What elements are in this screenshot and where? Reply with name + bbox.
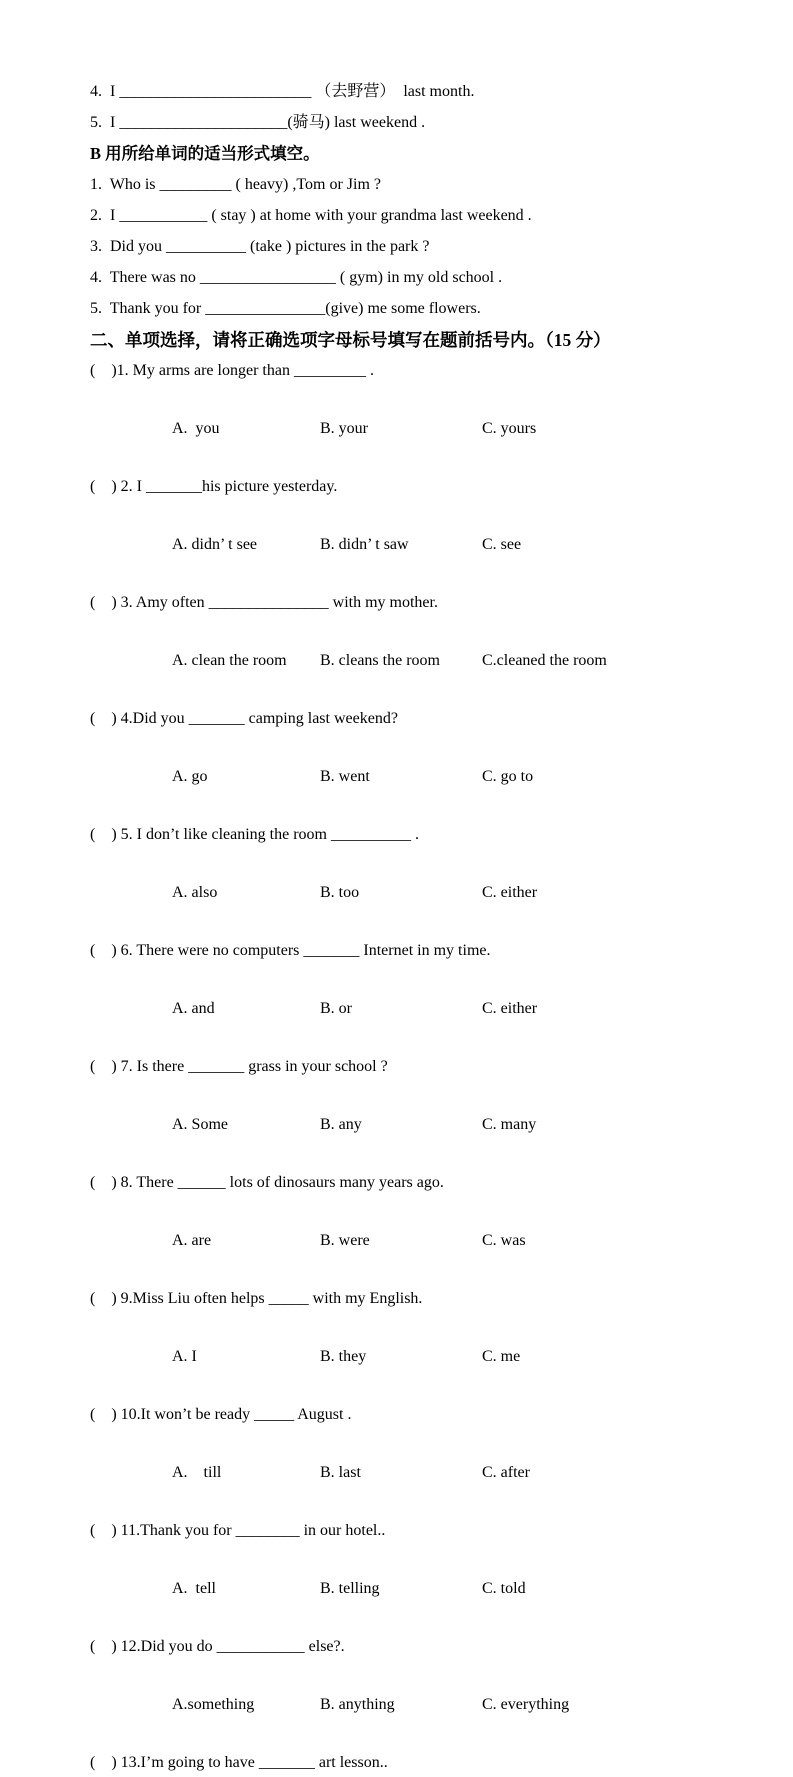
mc-options-row <box>90 965 733 1052</box>
mc-options-row <box>90 1081 733 1168</box>
mc-options-row <box>90 1545 733 1632</box>
mc-question <box>90 1632 733 1748</box>
option-c: C. either <box>482 884 538 901</box>
mc-question <box>90 1516 733 1632</box>
fill-in-blank-section <box>90 76 733 324</box>
mc-question-stem: ( ) 4.Did you _______ camping last weekend? <box>90 710 398 727</box>
option-c: C. after <box>482 1464 530 1481</box>
mc-question-stem: ( ) 9.Miss Liu often helps _____ with my English. <box>90 1290 423 1307</box>
option-b: B. cleans the room <box>320 652 440 669</box>
question-item: 3. Did you __________ (take ) pictures in the park ? <box>90 238 430 255</box>
mc-question-stem: ( )1. My arms are longer than _________ . <box>90 362 374 379</box>
option-a: A. you <box>172 420 220 437</box>
mc-question-stem: ( ) 11.Thank you for ________ in our hotel.. <box>90 1522 386 1539</box>
mc-options-row <box>90 1429 733 1516</box>
mc-question <box>90 1168 733 1284</box>
mc-question-stem: ( ) 2. I _______his picture yesterday. <box>90 478 338 495</box>
mc-question-stem: ( ) 7. Is there _______ grass in your school ? <box>90 1058 388 1075</box>
mc-options-row <box>90 385 733 472</box>
option-b: B. went <box>320 768 370 785</box>
question-item: 5. I _____________________(骑马) last weekend . <box>90 114 426 131</box>
mc-question <box>90 1748 733 1777</box>
question-item: 2. I ___________ ( stay ) at home with your grandma last weekend . <box>90 207 532 224</box>
mc-question-stem: ( ) 12.Did you do ___________ else?. <box>90 1638 345 1655</box>
option-c: C. go to <box>482 768 534 785</box>
option-a: A. tell <box>172 1580 216 1597</box>
mc-question <box>90 472 733 588</box>
option-c: C.cleaned the room <box>482 652 607 669</box>
mc-question-stem: ( ) 8. There ______ lots of dinosaurs many years ago. <box>90 1174 444 1191</box>
mc-question-stem: ( ) 3. Amy often _______________ with my mother. <box>90 594 438 611</box>
option-c: C. told <box>482 1580 526 1597</box>
question-item: 5. Thank you for _______________(give) me some flowers. <box>90 300 481 317</box>
option-b: B. didn’ t saw <box>320 536 409 553</box>
option-c: C. see <box>482 536 522 553</box>
option-c: C. me <box>482 1348 521 1365</box>
option-b: B. or <box>320 1000 352 1017</box>
mc-question <box>90 1052 733 1168</box>
option-a: A. till <box>172 1464 222 1481</box>
option-a: A. and <box>172 1000 215 1017</box>
option-b: B. any <box>320 1116 362 1133</box>
question-item: 4. There was no _________________ ( gym) in my old school . <box>90 269 503 286</box>
option-b: B. too <box>320 884 360 901</box>
mc-question <box>90 1284 733 1400</box>
question-item: 4. I ________________________ （去野营） last month. <box>90 83 475 100</box>
option-a: A. are <box>172 1232 212 1249</box>
option-a: A.something <box>172 1696 255 1713</box>
option-c: C. yours <box>482 420 537 437</box>
option-b: B. were <box>320 1232 370 1249</box>
mc-options-row <box>90 1197 733 1284</box>
mc-options-row <box>90 733 733 820</box>
section-two-heading: 二、单项选择，请将正确选项字母标号填写在题前括号内。（15 分） <box>90 330 611 350</box>
option-c: C. everything <box>482 1696 570 1713</box>
mc-options-row <box>90 1313 733 1400</box>
mc-question-stem: ( ) 5. I don’t like cleaning the room __________ . <box>90 826 419 843</box>
option-a: A. didn’ t see <box>172 536 258 553</box>
option-a: A. go <box>172 768 208 785</box>
option-a: A. I <box>172 1348 197 1365</box>
mc-question-stem: ( ) 13.I’m going to have _______ art lesson.. <box>90 1754 388 1771</box>
mc-question <box>90 588 733 704</box>
option-b: B. your <box>320 420 368 437</box>
mc-options-row <box>90 501 733 588</box>
mc-question <box>90 1400 733 1516</box>
section-b-heading: B 用所给单词的适当形式填空。 <box>90 144 320 163</box>
option-b: B. they <box>320 1348 367 1365</box>
option-a: A. also <box>172 884 218 901</box>
option-c: C. either <box>482 1000 538 1017</box>
question-item: 1. Who is _________ ( heavy) ,Tom or Jim ? <box>90 176 381 193</box>
option-b: B. last <box>320 1464 361 1481</box>
mc-options-row <box>90 849 733 936</box>
mc-options-row <box>90 617 733 704</box>
option-a: A. clean the room <box>172 652 287 669</box>
option-b: B. telling <box>320 1580 380 1597</box>
mc-options-row <box>90 1661 733 1748</box>
mc-question-stem: ( ) 6. There were no computers _______ Internet in my time. <box>90 942 491 959</box>
mc-question <box>90 820 733 936</box>
mc-question <box>90 936 733 1052</box>
option-c: C. was <box>482 1232 526 1249</box>
multiple-choice-section <box>90 356 733 1777</box>
mc-question <box>90 356 733 472</box>
option-b: B. anything <box>320 1696 395 1713</box>
option-a: A. Some <box>172 1116 228 1133</box>
mc-question <box>90 704 733 820</box>
mc-question-stem: ( ) 10.It won’t be ready _____ August . <box>90 1406 352 1423</box>
option-c: C. many <box>482 1116 537 1133</box>
